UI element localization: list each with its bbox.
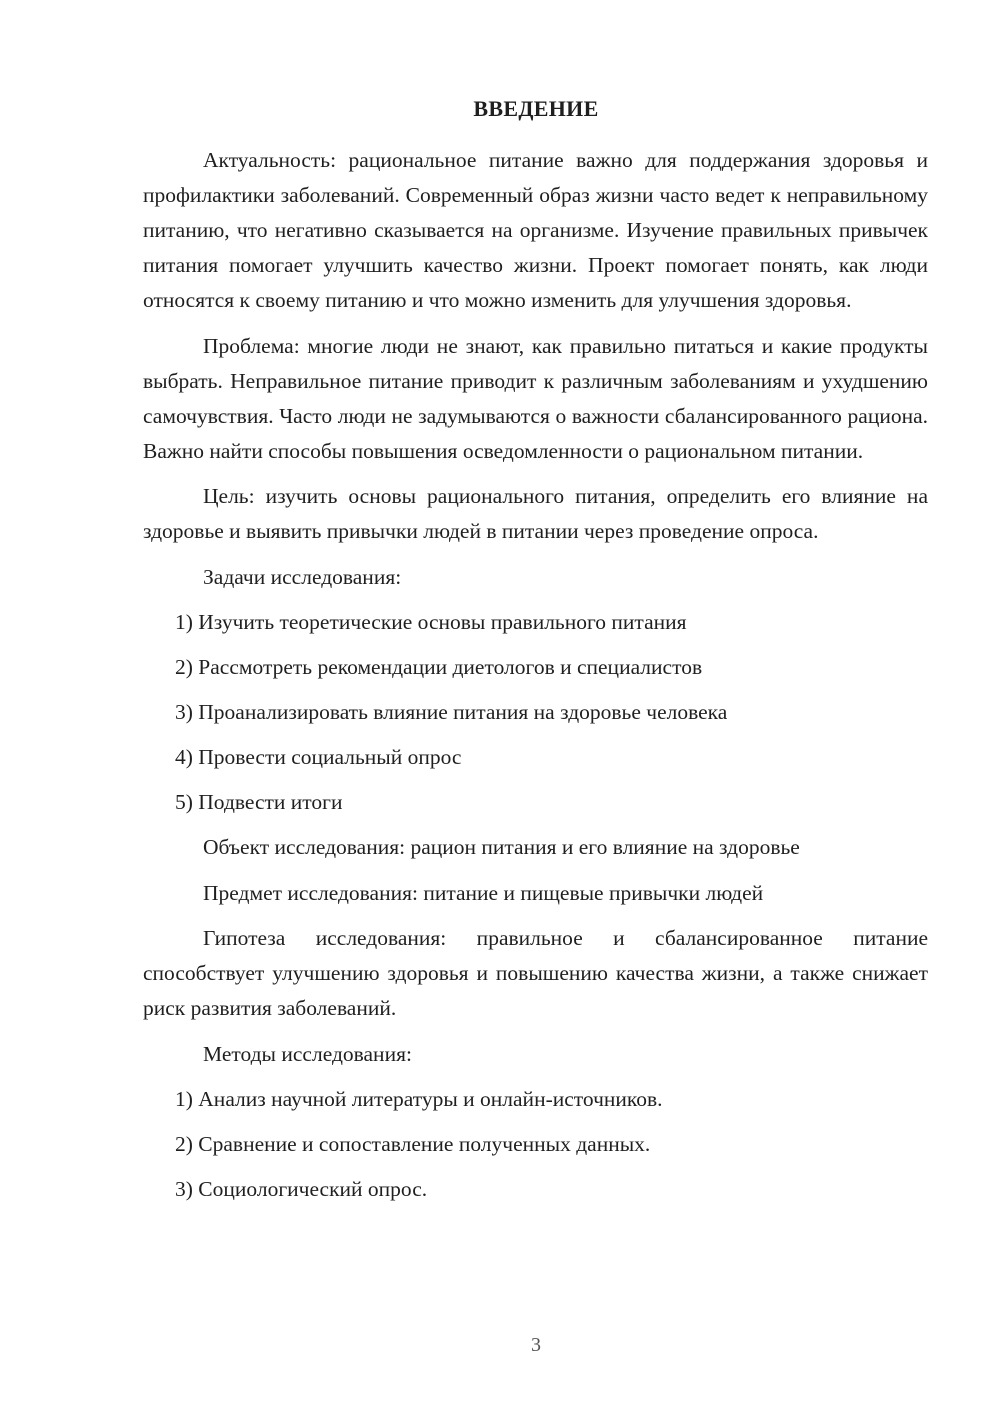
page-number: 3	[531, 1334, 541, 1356]
list-item: 3) Социологический опрос.	[175, 1177, 428, 1201]
list-item: 1) Изучить теоретические основы правильного питания	[175, 610, 687, 634]
hypothesis-paragraph: Гипотеза исследования: правильное и сбалансированное питание способствует улучшению здоровья и повышению качества жизни, а также снижает риск развития заболеваний.	[143, 926, 928, 1020]
goal-paragraph: Цель: изучить основы рационального питания, определить его влияние на здоровье и выявить привычки людей в питании через проведение опроса.	[143, 484, 928, 543]
list-item: 5) Подвести итоги	[175, 790, 343, 814]
subject-paragraph: Предмет исследования: питание и пищевые привычки людей	[203, 880, 764, 905]
problem-paragraph: Проблема: многие люди не знают, как правильно питаться и какие продукты выбрать. Неправильное питание приводит к различным заболеваниям и ухудшению самочувствия. Часто люди не задумываются о важности сбалансированного рациона. Важно найти способы повышения осведомленности о рациональном питании.	[143, 333, 928, 463]
list-item: 2) Сравнение и сопоставление полученных данных.	[175, 1132, 651, 1156]
methods-heading: Методы исследования:	[203, 1041, 412, 1066]
tasks-heading: Задачи исследования:	[203, 564, 402, 589]
list-item: 4) Провести социальный опрос	[175, 745, 462, 769]
document-body	[143, 143, 928, 1217]
section-title: ВВЕДЕНИЕ	[473, 96, 599, 121]
list-item: 2) Рассмотреть рекомендации диетологов и специалистов	[175, 655, 703, 679]
relevance-paragraph: Актуальность: рациональное питание важно для поддержания здоровья и профилактики заболеваний. Современный образ жизни часто ведет к неправильному питанию, что негативно сказывается на организме. Изучение правильных привычек питания помогает улучшить качество жизни. Проект помогает понять, как люди относятся к своему питанию и что можно изменить для улучшения здоровья.	[143, 148, 928, 312]
list-item: 1) Анализ научной литературы и онлайн-источников.	[175, 1087, 663, 1111]
list-item: 3) Проанализировать влияние питания на здоровье человека	[175, 700, 728, 724]
object-paragraph: Объект исследования: рацион питания и его влияние на здоровье	[203, 835, 800, 859]
tasks-list	[143, 605, 928, 820]
methods-list	[143, 1082, 928, 1207]
